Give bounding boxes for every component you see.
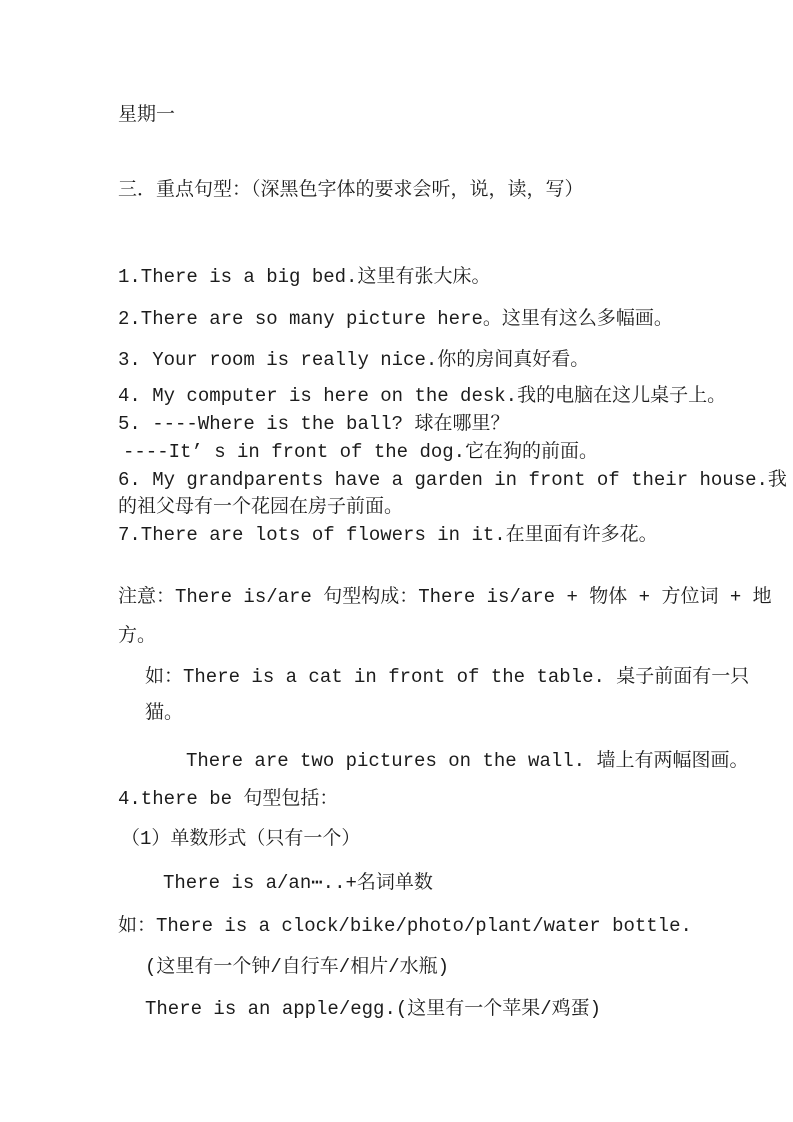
doc-line-example-cat-1: 如：There is a cat in front of the table. 桌子前面有一只 [145, 666, 750, 688]
doc-line-example-clock: 如：There is a clock/bike/photo/plant/water bottle. [118, 915, 692, 937]
doc-line-sentence-1: 1.There is a big bed.这里有张大床。 [118, 266, 491, 288]
doc-line-sentence-5-q: 5. ----Where is the ball? 球在哪里？ [118, 413, 510, 435]
doc-line-note-1: 注意：There is/are 句型构成：There is/are + 物体 + 方位词 + 地 [118, 586, 772, 608]
doc-line-sentence-7: 7.There are lots of flowers in it.在里面有许多花。 [118, 524, 658, 546]
doc-line-note-2: 方。 [118, 625, 157, 647]
doc-line-example-apple: There is an apple/egg.(这里有一个苹果/鸡蛋) [145, 998, 602, 1020]
doc-line-sentence-3: 3. Your room is really nice.你的房间真好看。 [118, 349, 590, 371]
doc-line-sentence-6b: 的祖父母有一个花园在房子前面。 [118, 496, 404, 518]
doc-line-example-wall: There are two pictures on the wall. 墙上有两幅图画。 [186, 750, 749, 772]
doc-line-sentence-5-a: ----It’ s in front of the dog.它在狗的前面。 [123, 441, 599, 463]
doc-line-sentence-6a: 6. My grandparents have a garden in front of their house.我 [118, 469, 787, 491]
doc-line-example-cat-2: 猫。 [145, 702, 184, 724]
weekday-heading: 星期一 [118, 104, 176, 126]
doc-line-example-clock-cn: (这里有一个钟/自行车/相片/水瓶) [145, 956, 450, 978]
doc-line-sentence-2: 2.There are so many picture here。这里有这么多幅画。 [118, 308, 673, 330]
section-title: 三．重点句型：（深黑色字体的要求会听，说，读，写） [118, 179, 584, 201]
doc-line-singular-form: （1）单数形式（只有一个） [121, 828, 361, 850]
doc-line-pattern: There is a/an⋯..+名词单数 [163, 872, 433, 894]
doc-line-sentence-4: 4. My computer is here on the desk.我的电脑在这儿桌子上。 [118, 385, 727, 407]
doc-line-rule-4: 4.there be 句型包括： [118, 788, 339, 810]
